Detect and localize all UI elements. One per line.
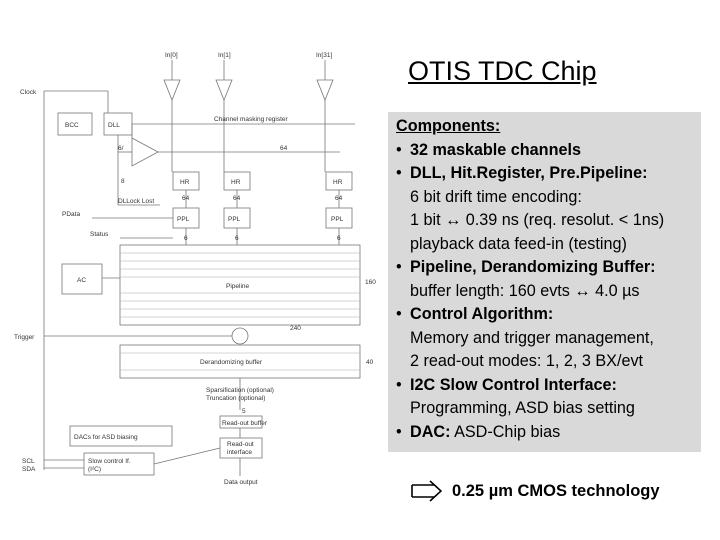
dacs-label: DACs for ASD biasing [74,434,138,441]
bullet-icon: • [396,258,402,276]
component-item [396,374,664,421]
readout-interface-label-2: interface [227,449,252,456]
component-detail-line: Programming, ASD bias setting [410,399,635,417]
ppl-label-31: PPL [331,216,344,223]
derandom-label: Derandomizing buffer [200,359,263,366]
component-detail-line: 1 bit ↔ 0.39 ns (req. resolut. < 1ns) [410,211,665,229]
component-detail-line: Memory and trigger management, [410,328,654,347]
hr-label-31: HR [333,179,343,186]
dll-label: DLL [108,122,120,129]
input-label-0: In[0] [165,52,178,59]
technology-text: 0.25 µm CMOS technology [452,481,660,500]
bullet-icon: • [396,422,402,441]
ppl-label-0: PPL [177,216,190,223]
component-name: 32 maskable channels [410,140,581,159]
component-name: Control Algorithm: [410,305,554,323]
readout-buffer-label: Read-out buffer [222,420,268,427]
sparsification-label: Sparsification (optional) [206,387,274,394]
component-detail-line: 6 bit drift time encoding: [410,187,582,206]
ppl-out-1: 6 [235,235,239,242]
hr-out-1: 64 [233,195,241,202]
sda-label: SDA [22,466,36,473]
component-item [396,303,664,374]
bullet-icon: • [396,164,402,182]
hr-out-0: 64 [182,195,190,202]
bus-width-8: 8 [121,178,125,185]
component-items [396,139,664,445]
ppl-out-31: 6 [337,235,341,242]
bullet-icon: • [396,375,402,394]
component-detail: ASD-Chip bias [450,422,561,441]
truncation-label: Truncation (optional) [206,395,266,402]
component-detail-line: playback data feed-in (testing) [410,234,627,253]
input-label-31: In[31] [316,52,333,59]
component-item [396,256,664,303]
component-name: I2C Slow Control Interface: [410,375,617,394]
dll-lock-label: DLLock Lost [118,198,155,205]
component-item [396,139,664,163]
technology-note [410,478,660,504]
status-label: Status [90,231,109,238]
derandom-depth-label: 40 [366,359,374,366]
component-item [396,162,664,256]
bus-width-64: 64 [280,145,288,152]
components-heading: Components: [396,117,501,135]
component-name: DAC: [410,422,451,441]
hr-label-1: HR [231,179,241,186]
ppl-out-0: 6 [184,235,188,242]
bus-width-5: 5 [242,408,246,415]
scl-label: SCL [22,458,35,465]
ac-label: AC [77,277,87,284]
ppl-label-1: PPL [228,216,241,223]
components-panel [388,112,701,452]
hr-label-0: HR [180,179,190,186]
bus-width-6: 6/ [118,145,124,152]
slow-control-label-2: (I²C) [88,466,101,473]
bullet-icon: • [396,140,402,159]
pipeline-label: Pipeline [226,283,250,290]
pipeline-width-label: 240 [290,325,301,332]
slide-title: OTIS TDC Chip [408,56,597,86]
pdata-label: PData [62,211,81,218]
pipeline-depth-label: 160 [365,279,376,286]
readout-interface-label-1: Read-out [227,441,254,448]
clock-label: Clock [20,89,37,96]
component-detail-line: buffer length: 160 evts ↔ 4.0 µs [410,281,640,300]
bcc-label: BCC [65,122,79,129]
bullet-icon: • [396,305,402,323]
arrow-right-icon [410,480,442,502]
trigger-label: Trigger [14,334,35,341]
slow-control-label-1: Slow control If. [88,458,131,465]
component-name: DLL, Hit.Register, Pre.Pipeline: [410,164,648,182]
component-detail-line: 2 read-out modes: 1, 2, 3 BX/evt [410,352,644,370]
component-item [396,421,664,445]
components-list [396,115,664,444]
mask-register-label: Channel masking register [214,116,288,123]
input-label-1: In[1] [218,52,231,59]
data-output-label: Data output [224,479,258,486]
component-name: Pipeline, Derandomizing Buffer: [410,258,656,276]
hr-out-31: 64 [335,195,343,202]
